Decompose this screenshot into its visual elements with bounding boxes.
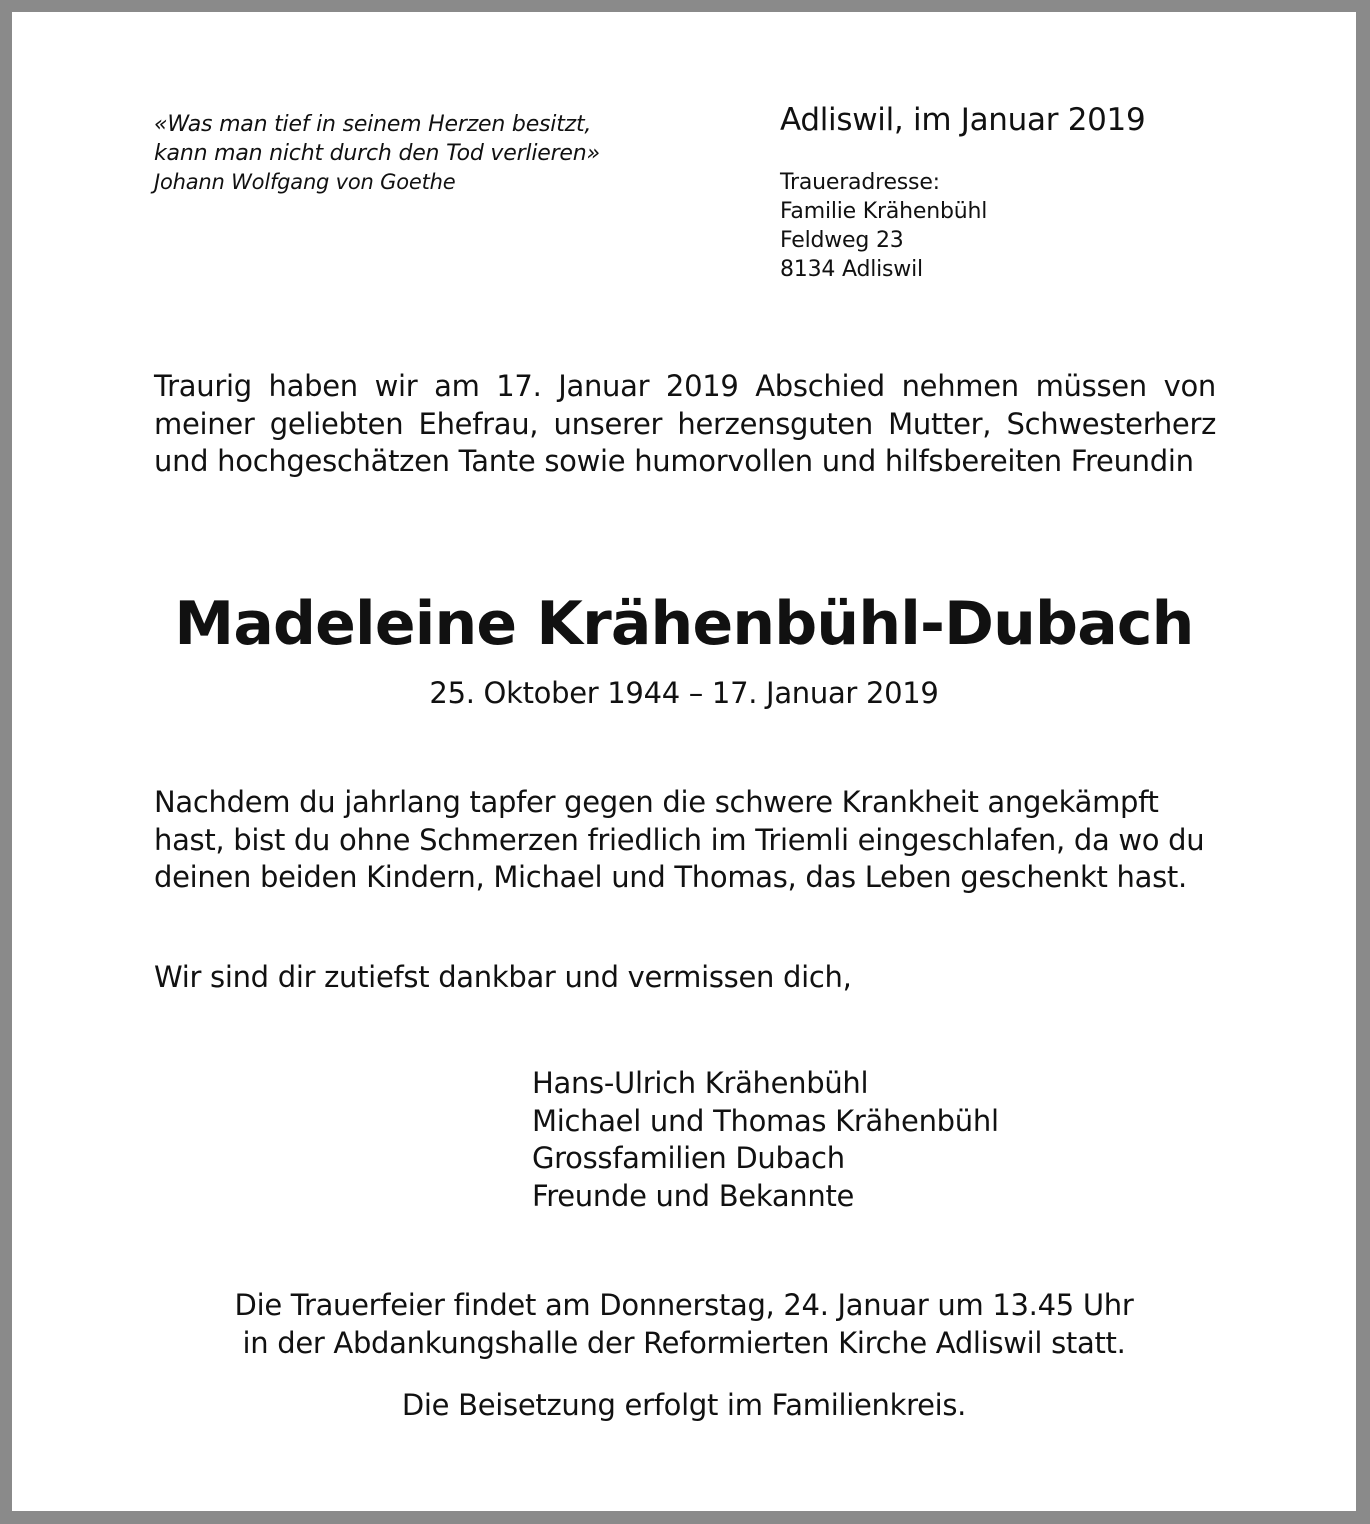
address-label: Traueradresse: bbox=[780, 170, 940, 195]
address-name: Familie Krähenbühl bbox=[780, 199, 988, 224]
intro-paragraph: Traurig haben wir am 17. Januar 2019 Abschied nehmen müssen von meiner geliebten Ehefrau, unserer herzensguten Mutter, Schwesterherz und hochgeschätzen Tante sowie humorvollen und hilfsbereiten Freundin bbox=[154, 369, 1216, 478]
place-date: Adliswil, im Januar 2019 bbox=[780, 102, 1146, 138]
signatures bbox=[532, 1065, 999, 1215]
ceremony-line-2: in der Abdankungshalle der Reformierten Kirche Adliswil statt. bbox=[242, 1325, 1126, 1360]
thanks-line: Wir sind dir zutiefst dankbar und vermissen dich, bbox=[154, 960, 852, 994]
goethe-quote bbox=[154, 110, 714, 197]
signature-line: Hans-Ulrich Krähenbühl bbox=[532, 1066, 869, 1100]
signature-line: Michael und Thomas Krähenbühl bbox=[532, 1103, 999, 1138]
address-city: 8134 Adliswil bbox=[780, 257, 923, 282]
signature-line: Freunde und Bekannte bbox=[532, 1178, 855, 1213]
address-street: Feldweg 23 bbox=[780, 228, 904, 253]
signature-line: Grossfamilien Dubach bbox=[532, 1141, 845, 1175]
deceased-name: Madeleine Krähenbühl-Dubach bbox=[174, 589, 1194, 659]
quote-line-2: kann man nicht durch den Tod verlieren» bbox=[154, 141, 600, 166]
memorial-paragraph: Nachdem du jahrlang tapfer gegen die schwere Krankheit angekämpft hast, bist du ohne Schmerzen friedlich im Triemli eingeschlafen, da wo du deinen beiden Kindern, Michael und Thomas, das Leben geschenkt hast. bbox=[154, 785, 1205, 894]
burial-info: Die Beisetzung erfolgt im Familienkreis. bbox=[401, 1388, 967, 1422]
ceremony-info bbox=[12, 1287, 1356, 1362]
ceremony-line-1: Die Trauerfeier findet am Donnerstag, 24. Januar um 13.45 Uhr bbox=[234, 1288, 1134, 1322]
quote-line-1: «Was man tief in seinem Herzen besitzt, bbox=[154, 112, 592, 137]
life-dates: 25. Oktober 1944 – 17. Januar 2019 bbox=[429, 676, 939, 710]
mourning-address bbox=[780, 168, 987, 284]
obituary-page bbox=[12, 12, 1356, 1511]
quote-author: Johann Wolfgang von Goethe bbox=[154, 170, 456, 194]
